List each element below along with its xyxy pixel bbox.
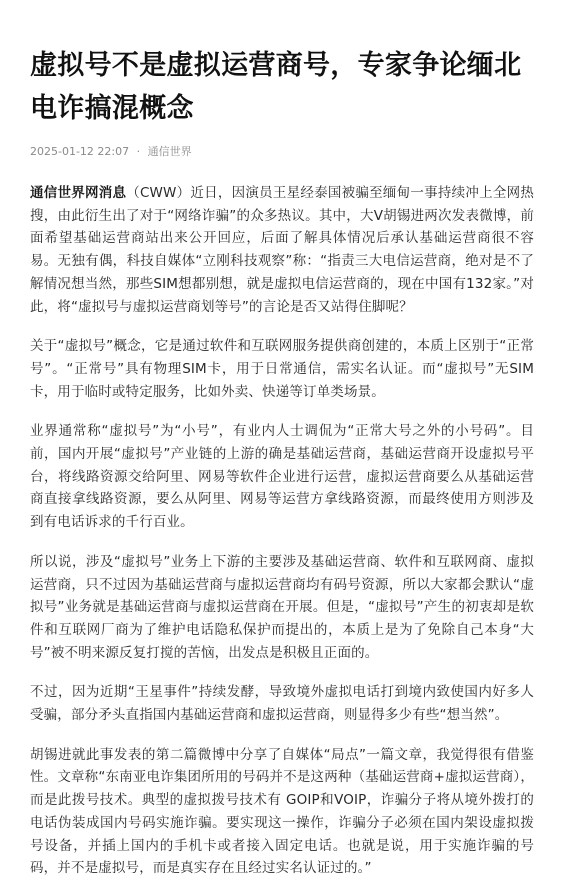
paragraph-6: 胡锡进就此事发表的第二篇微博中分享了自媒体“局点”一篇文章，我觉得很有借鉴性。文章称“东南亚电诈集团所用的号码并不是这两种（基础运营商+虚拟运营商），而是此拨号技术。典型的虚拟拨号技术有 GOIP和VOIP，诈骗分子将从境外拨打的电话伪装成国内号码实施诈骗。要实现这一操作，诈骗分子必须在国内架设虚拟拨号设备，并插上国内的手机卡或者接入固定电话。也就是说，用于实施诈骗的号码，并不是虚拟号，而是真实存在且经过实名认证过的。” xyxy=(30,746,534,877)
lead-source: 通信世界网消息 xyxy=(30,185,127,201)
paragraph-1 xyxy=(30,182,534,318)
article-meta xyxy=(30,144,534,160)
paragraph-text: （CWW）近日，因演员王星经泰国被骗至缅甸一事持续冲上全网热搜，由此衍生出了对于“网络诈骗”的众多热议。其中，大V胡锡进两次发表微博，前面希望基础运营商站出来公开回应，后面了解具体情况后承认基础运营商很不容易。无独有偶，科技自媒体“立刚科技观察”称：“指责三大电信运营商，绝对是不了解情况想当然，那些SIM想都别想，就是虚拟电信运营商的，现在中国有132家。”对此，将“虚拟号与虚拟运营商划等号”的言论是否又站得住脚呢？ xyxy=(30,185,534,315)
paragraph-3: 业界通常称“虚拟号”为“小号”，有业内人士调侃为“正常大号之外的小号码”。目前，国内开展“虚拟号”产业链的上游的确是基础运营商，基础运营商开设虚拟号平台，将线路资源交给阿里、网易等软件企业进行运营，虚拟运营商要么从基础运营商直接拿线路资源，要么从阿里、网易等运营方拿线路资源，而最终使用方则涉及到有电话诉求的千行百业。 xyxy=(30,423,534,531)
source-link[interactable]: 通信世界 xyxy=(147,145,192,158)
publish-date: 2025-01-12 22:07 xyxy=(30,145,130,158)
article-body xyxy=(30,182,534,880)
paragraph-5: 不过，因为近期“王星事件”持续发酵，导致境外虚拟电话打到境内致使国内好多人受骗，部分矛头直指国内基础运营商和虚拟运营商，则显得多少有些“想当然”。 xyxy=(30,684,534,724)
paragraph-4: 所以说，涉及“虚拟号”业务上下游的主要涉及基础运营商、软件和互联网商、虚拟运营商，只不过因为基础运营商与虚拟运营商均有码号资源，所以大家都会默认“虚拟号”业务就是基础运营商与虚拟运营商在开展。但是，“虚拟号”产生的初衷却是软件和互联网厂商为了维护电话隐私保护而提出的，本质上是为了免除自己本身“大号”被不明来源反复打搅的苦恼，出发点是积极且正面的。 xyxy=(30,553,534,661)
meta-separator: · xyxy=(136,145,141,158)
paragraph-2: 关于“虚拟号”概念，它是通过软件和互联网服务提供商创建的，本质上区别于“正常号”。“正常号”具有物理SIM卡，用于日常通信，需实名认证。而“虚拟号”无SIM卡，用于临时或特定服务，比如外卖、快递等订单类场景。 xyxy=(30,338,534,400)
article-title: 虚拟号不是虚拟运营商号，专家争论缅北电诈搞混概念 xyxy=(30,50,522,124)
